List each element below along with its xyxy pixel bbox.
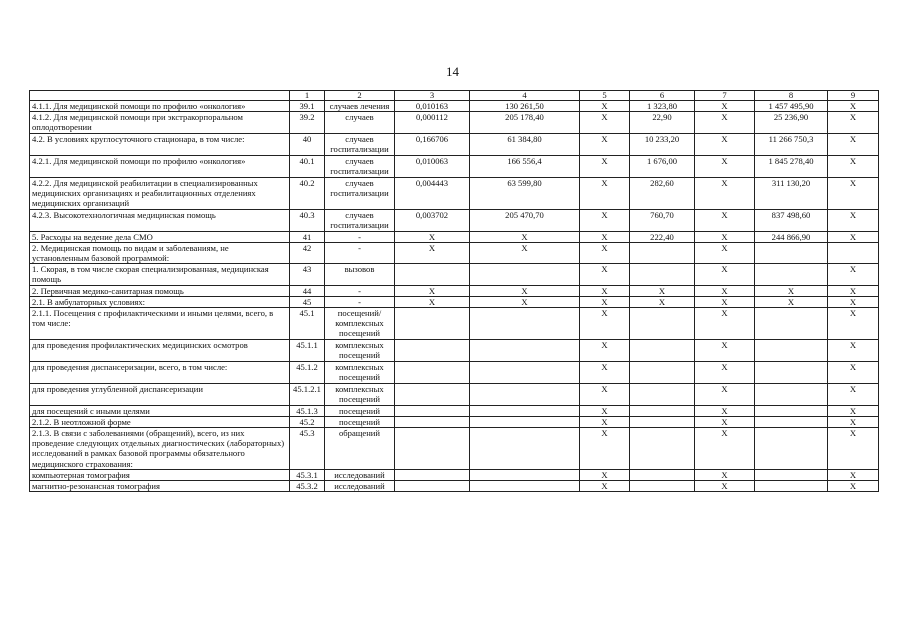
table-row <box>30 231 879 242</box>
table-row <box>30 481 879 492</box>
page-number: 14 <box>446 64 459 79</box>
table-cell <box>630 416 695 427</box>
table-cell: 45.3.1 <box>290 469 325 480</box>
data-table <box>29 90 879 492</box>
table-cell <box>470 405 580 416</box>
row-label: магнитно-резонансная томография <box>30 481 290 492</box>
row-label: 2. Медицинская помощь по видам и заболеваниям, не установленным базовой программой: <box>30 242 290 263</box>
table-cell: 244 866,90 <box>755 231 828 242</box>
table-cell <box>470 264 580 285</box>
table-cell: случаев лечения <box>325 101 395 112</box>
table-cell: X <box>828 285 879 296</box>
table-cell: X <box>695 296 755 307</box>
table-row <box>30 155 879 177</box>
table-cell: - <box>325 285 395 296</box>
table-cell: X <box>695 209 755 231</box>
table-cell <box>470 339 580 361</box>
table-cell: 61 384,80 <box>470 133 580 155</box>
table-cell: - <box>325 296 395 307</box>
table-cell: X <box>828 383 879 405</box>
table-cell: 0,010063 <box>395 155 470 177</box>
table-cell: 11 266 750,3 <box>755 133 828 155</box>
table-cell: 45.1.2.1 <box>290 383 325 405</box>
table-cell: 42 <box>290 242 325 263</box>
column-number: 5 <box>580 91 630 101</box>
table-cell <box>470 308 580 340</box>
table-cell: X <box>470 296 580 307</box>
table-cell <box>630 428 695 470</box>
table-cell: X <box>580 469 630 480</box>
table-cell: X <box>695 285 755 296</box>
table-cell: 130 261,50 <box>470 101 580 112</box>
table-cell: X <box>395 242 470 263</box>
table-cell: X <box>828 296 879 307</box>
table-cell: 0,003702 <box>395 209 470 231</box>
table-cell: X <box>695 242 755 263</box>
table-row <box>30 242 879 263</box>
table-cell: X <box>395 285 470 296</box>
table-cell <box>470 469 580 480</box>
column-number: 3 <box>395 91 470 101</box>
table-cell <box>630 242 695 263</box>
table-cell: X <box>828 308 879 340</box>
table-cell: 1 323,80 <box>630 101 695 112</box>
table-cell: X <box>695 361 755 383</box>
row-label: 4.2.1. Для медицинской помощи по профилю «онкология» <box>30 155 290 177</box>
column-number-row <box>30 91 879 101</box>
row-label: 2. Первичная медико-санитарная помощь <box>30 285 290 296</box>
table-cell: X <box>695 101 755 112</box>
table-cell <box>395 308 470 340</box>
table-cell: X <box>580 383 630 405</box>
table-cell: X <box>580 112 630 133</box>
row-label: для проведения диспансеризации, всего, в том числе: <box>30 361 290 383</box>
table-cell <box>395 481 470 492</box>
table-cell: X <box>580 428 630 470</box>
table-cell <box>755 308 828 340</box>
table-cell: 25 236,90 <box>755 112 828 133</box>
table-cell: случаев <box>325 112 395 133</box>
table-cell: 45.1.1 <box>290 339 325 361</box>
table-row <box>30 361 879 383</box>
table-cell: 40.1 <box>290 155 325 177</box>
table-cell: 45 <box>290 296 325 307</box>
table-cell: 22,90 <box>630 112 695 133</box>
row-label: для проведения профилактических медицинских осмотров <box>30 339 290 361</box>
table-cell: случаев госпитализации <box>325 155 395 177</box>
table-cell <box>470 383 580 405</box>
table-cell: 205 470,70 <box>470 209 580 231</box>
table-cell <box>630 361 695 383</box>
table-cell: 311 130,20 <box>755 177 828 209</box>
column-number: 1 <box>290 91 325 101</box>
row-label: 2.1.1. Посещения с профилактическими и иными целями, всего, в том числе: <box>30 308 290 340</box>
table-cell: X <box>695 405 755 416</box>
table-cell: 39.1 <box>290 101 325 112</box>
table-cell <box>470 361 580 383</box>
table-cell: 1 845 278,40 <box>755 155 828 177</box>
table-cell: 44 <box>290 285 325 296</box>
table-cell <box>395 469 470 480</box>
table-cell: X <box>580 405 630 416</box>
table-cell: X <box>695 231 755 242</box>
table-cell: посещений <box>325 416 395 427</box>
table-cell: X <box>828 481 879 492</box>
table-cell: X <box>580 296 630 307</box>
row-label: 1. Скорая, в том числе скорая специализированная, медицинская помощь <box>30 264 290 285</box>
table-cell: X <box>828 177 879 209</box>
table-cell: X <box>828 231 879 242</box>
table-cell: 45.1 <box>290 308 325 340</box>
table-row <box>30 296 879 307</box>
table-cell: 166 556,4 <box>470 155 580 177</box>
table-cell <box>755 416 828 427</box>
table-cell: X <box>580 133 630 155</box>
table-cell: X <box>580 285 630 296</box>
table-row <box>30 428 879 470</box>
table-cell: 45.3.2 <box>290 481 325 492</box>
table-row <box>30 264 879 285</box>
column-number: 2 <box>325 91 395 101</box>
table-cell: X <box>580 481 630 492</box>
row-label: 4.1.2. Для медицинской помощи при экстракорпоральном оплодотворении <box>30 112 290 133</box>
table-row <box>30 285 879 296</box>
table-cell: X <box>828 339 879 361</box>
table-cell: 40 <box>290 133 325 155</box>
table-cell: X <box>695 308 755 340</box>
table-cell: X <box>580 209 630 231</box>
table-cell: X <box>580 242 630 263</box>
table-cell: - <box>325 242 395 263</box>
table-cell: X <box>580 101 630 112</box>
table-cell: 0,000112 <box>395 112 470 133</box>
column-number: 7 <box>695 91 755 101</box>
table-cell: 45.1.3 <box>290 405 325 416</box>
table-cell <box>630 339 695 361</box>
table-cell <box>630 469 695 480</box>
table-cell: 760,70 <box>630 209 695 231</box>
table-cell: X <box>580 264 630 285</box>
table-cell: X <box>828 469 879 480</box>
table-row <box>30 339 879 361</box>
table-cell <box>755 339 828 361</box>
table-cell <box>755 383 828 405</box>
table-row <box>30 177 879 209</box>
table-cell: 0,010163 <box>395 101 470 112</box>
table-cell: X <box>828 155 879 177</box>
table-cell <box>395 383 470 405</box>
row-label: 4.2.2. Для медицинской реабилитации в специализированных медицинских организациях и реабилитационных отделениях медицинских организаций <box>30 177 290 209</box>
table-cell: 41 <box>290 231 325 242</box>
table-cell: X <box>470 285 580 296</box>
table-cell <box>630 308 695 340</box>
table-cell: X <box>580 339 630 361</box>
table-cell: X <box>695 264 755 285</box>
table-cell: посещений/ комплексных посещений <box>325 308 395 340</box>
table-cell: 40.3 <box>290 209 325 231</box>
table-cell: X <box>695 428 755 470</box>
table-cell: случаев госпитализации <box>325 209 395 231</box>
table-cell: X <box>828 428 879 470</box>
table-cell: 205 178,40 <box>470 112 580 133</box>
table-cell: X <box>828 405 879 416</box>
row-label: 2.1.2. В неотложной форме <box>30 416 290 427</box>
table-cell: X <box>755 285 828 296</box>
table-cell <box>755 469 828 480</box>
table-cell <box>755 242 828 263</box>
table-cell: 45.1.2 <box>290 361 325 383</box>
table-cell: обращений <box>325 428 395 470</box>
table-cell: X <box>630 296 695 307</box>
table-cell <box>630 383 695 405</box>
table-cell: X <box>395 231 470 242</box>
row-label: 2.1. В амбулаторных условиях: <box>30 296 290 307</box>
table-cell <box>755 405 828 416</box>
column-number: 4 <box>470 91 580 101</box>
table-cell: X <box>470 242 580 263</box>
table-cell: исследований <box>325 481 395 492</box>
table-cell: X <box>828 209 879 231</box>
table-row <box>30 416 879 427</box>
table-cell: X <box>755 296 828 307</box>
table-cell: X <box>695 416 755 427</box>
table-cell <box>395 416 470 427</box>
table-cell <box>755 264 828 285</box>
table-cell: 0,166706 <box>395 133 470 155</box>
table-cell: комплексных посещений <box>325 383 395 405</box>
table-body <box>30 101 879 492</box>
table-cell: 45.2 <box>290 416 325 427</box>
row-label: 4.1.1. Для медицинской помощи по профилю «онкология» <box>30 101 290 112</box>
table-cell: X <box>580 361 630 383</box>
table-cell: комплексных посещений <box>325 361 395 383</box>
table-cell: 222,40 <box>630 231 695 242</box>
table-cell: X <box>395 296 470 307</box>
column-number: 9 <box>828 91 879 101</box>
table-cell <box>630 264 695 285</box>
table-cell <box>395 428 470 470</box>
table-cell: случаев госпитализации <box>325 177 395 209</box>
table-cell <box>395 405 470 416</box>
table-cell <box>470 481 580 492</box>
column-number: 8 <box>755 91 828 101</box>
table-cell <box>470 428 580 470</box>
row-label: компьютерная томография <box>30 469 290 480</box>
table-cell <box>755 481 828 492</box>
table-cell: 1 457 495,90 <box>755 101 828 112</box>
table-cell <box>755 428 828 470</box>
table-row <box>30 112 879 133</box>
table-cell: X <box>630 285 695 296</box>
table-cell: X <box>695 155 755 177</box>
table-cell <box>395 264 470 285</box>
table-cell: X <box>580 155 630 177</box>
table-cell: случаев госпитализации <box>325 133 395 155</box>
table-cell: X <box>828 361 879 383</box>
row-label: 4.2.3. Высокотехнологичная медицинская помощь <box>30 209 290 231</box>
table-cell <box>470 416 580 427</box>
table-cell <box>395 361 470 383</box>
table-cell: X <box>695 481 755 492</box>
table-cell <box>630 405 695 416</box>
table-cell: X <box>580 177 630 209</box>
row-label: для посещений с иными целями <box>30 405 290 416</box>
table-cell: 0,004443 <box>395 177 470 209</box>
table-cell: 1 676,00 <box>630 155 695 177</box>
table-cell: вызовов <box>325 264 395 285</box>
table-cell: X <box>695 383 755 405</box>
table-header <box>30 91 879 101</box>
row-label: 2.1.3. В связи с заболеваниями (обращений), всего, из них проведение следующих отдельных диагностических (лабораторных) исследований в рамках базовой программы обязательного медицинского страхования: <box>30 428 290 470</box>
table-row <box>30 101 879 112</box>
table-cell: 39.2 <box>290 112 325 133</box>
table-cell: 43 <box>290 264 325 285</box>
table-cell <box>395 339 470 361</box>
table-row <box>30 133 879 155</box>
table-cell: - <box>325 231 395 242</box>
table-cell <box>828 242 879 263</box>
table-cell: 63 599,80 <box>470 177 580 209</box>
table-cell <box>755 361 828 383</box>
table-cell <box>630 481 695 492</box>
column-number <box>30 91 290 101</box>
table-cell: 837 498,60 <box>755 209 828 231</box>
table-cell: 10 233,20 <box>630 133 695 155</box>
table-cell: X <box>470 231 580 242</box>
table-cell: X <box>695 469 755 480</box>
table-cell: X <box>828 133 879 155</box>
table-cell: X <box>580 308 630 340</box>
table-cell: 282,60 <box>630 177 695 209</box>
table-cell: X <box>828 264 879 285</box>
table-cell: X <box>828 416 879 427</box>
table-cell: 45.3 <box>290 428 325 470</box>
table-cell: X <box>580 231 630 242</box>
table-cell: X <box>695 339 755 361</box>
row-label: 4.2. В условиях круглосуточного стационара, в том числе: <box>30 133 290 155</box>
table-cell: X <box>695 177 755 209</box>
table-cell: X <box>580 416 630 427</box>
table-cell: X <box>828 112 879 133</box>
row-label: для проведения углубленной диспансеризации <box>30 383 290 405</box>
row-label: 5. Расходы на ведение дела СМО <box>30 231 290 242</box>
table-cell: исследований <box>325 469 395 480</box>
table-cell: комплексных посещений <box>325 339 395 361</box>
table-cell: X <box>695 112 755 133</box>
table-cell: X <box>828 101 879 112</box>
table-row <box>30 383 879 405</box>
table-row <box>30 308 879 340</box>
table-row <box>30 405 879 416</box>
column-number: 6 <box>630 91 695 101</box>
table-cell: 40.2 <box>290 177 325 209</box>
table-row <box>30 209 879 231</box>
table-row <box>30 469 879 480</box>
table-cell: X <box>695 133 755 155</box>
table-cell: посещений <box>325 405 395 416</box>
